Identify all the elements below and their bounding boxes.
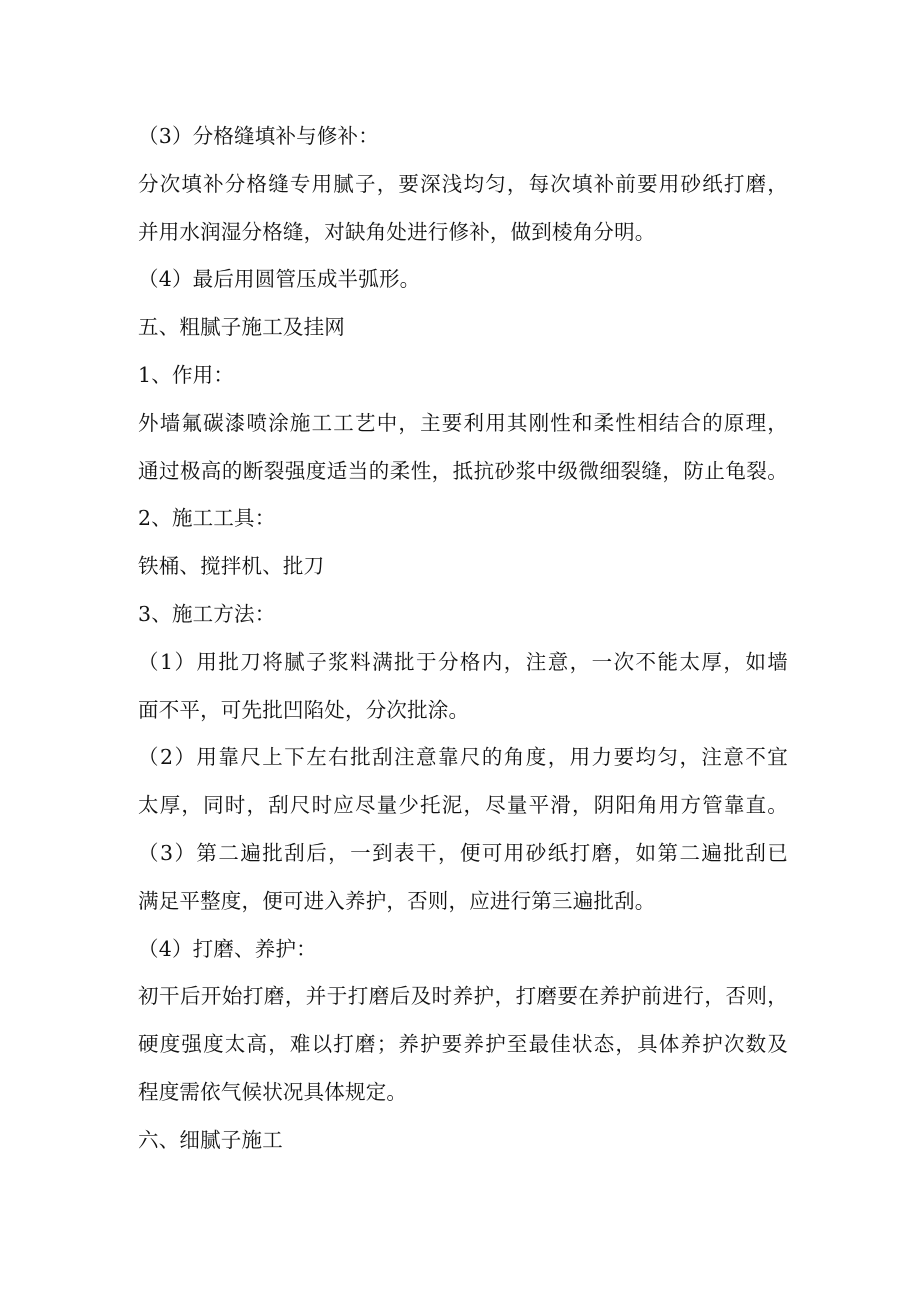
paragraph-line: 通过极高的断裂强度适当的柔性，抵抗砂浆中级微细裂缝，防止龟裂。: [138, 458, 788, 483]
paragraph-line: 硬度强度太高，难以打磨；养护要养护至最佳状态，具体养护次数及: [138, 1032, 788, 1057]
document-body: [138, 113, 788, 1165]
paragraph-line: 面不平，可先批凹陷处，分次批涂。: [138, 697, 470, 722]
section-heading: 五、粗腻子施工及挂网: [138, 315, 345, 340]
section-heading: 六、细腻子施工: [138, 1127, 283, 1152]
paragraph-line: 满足平整度，便可进入养护，否则，应进行第三遍批刮。: [138, 888, 656, 913]
paragraph-line: （1）用批刀将腻子浆料满批于分格内，注意，一次不能太厚，如墙: [138, 649, 788, 674]
paragraph-line: 并用水润湿分格缝，对缺角处进行修补，做到棱角分明。: [138, 219, 656, 244]
item-heading: 1、作用：: [138, 362, 235, 387]
paragraph-line: 铁桶、搅拌机、批刀: [138, 554, 325, 579]
paragraph-line: 程度需依气候状况具体规定。: [138, 1079, 408, 1104]
item-heading: 3、施工方法：: [138, 601, 276, 626]
paragraph-line: 初干后开始打磨，并于打磨后及时养护，打磨要在养护前进行，否则，: [138, 984, 788, 1009]
subsection-heading: （4）最后用圆管压成半弧形。: [138, 267, 421, 292]
subsection-heading: （4）打磨、养护：: [138, 936, 317, 961]
paragraph-line: （3）第二遍批刮后，一到表干，便可用砂纸打磨，如第二遍批刮已: [138, 840, 788, 865]
item-heading: 2、施工工具：: [138, 506, 276, 531]
subsection-heading: （3）分格缝填补与修补：: [138, 124, 379, 148]
paragraph-line: 太厚，同时，刮尺时应尽量少托泥，尽量平滑，阴阳角用方管靠直。: [138, 793, 788, 818]
paragraph-line: 外墙氟碳漆喷涂施工工艺中，主要利用其刚性和柔性相结合的原理，: [138, 410, 788, 435]
paragraph-line: 分次填补分格缝专用腻子，要深浅均匀，每次填补前要用砂纸打磨，: [138, 171, 788, 196]
paragraph-line: （2）用靠尺上下左右批刮注意靠尺的角度，用力要均匀，注意不宜: [138, 745, 788, 770]
